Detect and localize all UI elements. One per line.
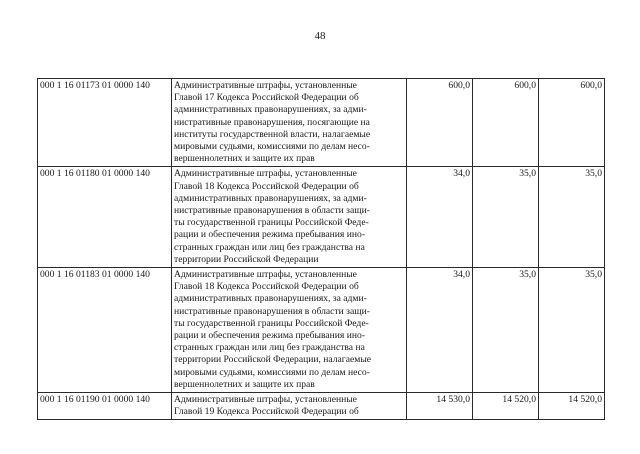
- amount-cell-3: 35,0: [539, 167, 605, 268]
- description-line: административных правонарушениях, за адми-: [174, 104, 367, 116]
- description-cell: [172, 167, 407, 268]
- amount-cell-3: 35,0: [539, 268, 605, 393]
- description-line: территории Российской Федерации: [174, 253, 319, 265]
- description-line: территории Российской Федерации, налагаемые: [174, 354, 372, 366]
- description-line: вершеннолетних и защите их прав: [174, 378, 315, 390]
- budget-code-cell: 000 1 16 01190 01 0000 140: [38, 393, 172, 420]
- description-line: Главой 18 Кодекса Российской Федерации об: [174, 281, 359, 293]
- description-line: Главой 18 Кодекса Российской Федерации об: [174, 180, 359, 192]
- description-line: нистративные правонарушения в области защи-: [174, 305, 370, 317]
- amount-cell-3: 14 520,0: [539, 393, 605, 420]
- table-row: [38, 79, 605, 167]
- page-number: 48: [314, 30, 326, 42]
- description-line: рации и обеспечения режима пребывания ино-: [174, 229, 366, 241]
- description-line: вершеннолетних и защите их прав: [174, 153, 315, 165]
- description-cell: [172, 79, 407, 167]
- description-line: странных граждан или лиц без гражданства на: [174, 241, 365, 253]
- amount-cell-1: 34,0: [407, 268, 473, 393]
- amount-cell-2: 14 520,0: [473, 393, 539, 420]
- description-line: рации и обеспечения режима пребывания ино-: [174, 330, 366, 342]
- budget-code-cell: 000 1 16 01183 01 0000 140: [38, 268, 172, 393]
- budget-code-cell: 000 1 16 01180 01 0000 140: [38, 167, 172, 268]
- table-row: [38, 393, 605, 420]
- amount-cell-3: 600,0: [539, 79, 605, 167]
- description-line: ты государственной границы Российской Феде-: [174, 217, 369, 229]
- description-line: ты государственной границы Российской Феде-: [174, 317, 369, 329]
- description-line: Главой 19 Кодекса Российской Федерации об: [174, 406, 359, 418]
- description-line: нистративные правонарушения в области защи-: [174, 205, 370, 217]
- amount-cell-1: 14 530,0: [407, 393, 473, 420]
- amount-cell-1: 600,0: [407, 79, 473, 167]
- description-line: Административные штрафы, установленные: [174, 168, 357, 180]
- description-line: нистративные правонарушения, посягающие на: [174, 116, 370, 128]
- description-line: странных граждан или лиц без гражданства на: [174, 342, 365, 354]
- description-line: административных правонарушениях, за адми-: [174, 293, 367, 305]
- description-line: административных правонарушениях, за адми-: [174, 192, 367, 204]
- budget-table: [37, 78, 605, 420]
- amount-cell-2: 35,0: [473, 268, 539, 393]
- description-line: мировыми судьями, комиссиями по делам несо-: [174, 141, 370, 153]
- description-line: Административные штрафы, установленные: [174, 269, 357, 281]
- description-line: Административные штрафы, установленные: [174, 80, 357, 91]
- budget-table-body: [38, 79, 605, 420]
- amount-cell-1: 34,0: [407, 167, 473, 268]
- amount-cell-2: 600,0: [473, 79, 539, 167]
- budget-code-cell: 000 1 16 01173 01 0000 140: [38, 79, 172, 167]
- description-cell: [172, 393, 407, 420]
- description-line: мировыми судьями, комиссиями по делам несо-: [174, 366, 370, 378]
- description-line: институты государственной власти, налагаемые: [174, 128, 371, 140]
- amount-cell-2: 35,0: [473, 167, 539, 268]
- description-cell: [172, 268, 407, 393]
- table-row: [38, 167, 605, 268]
- description-line: Административные штрафы, установленные: [174, 394, 357, 406]
- description-line: Главой 17 Кодекса Российской Федерации об: [174, 92, 359, 104]
- table-row: [38, 268, 605, 393]
